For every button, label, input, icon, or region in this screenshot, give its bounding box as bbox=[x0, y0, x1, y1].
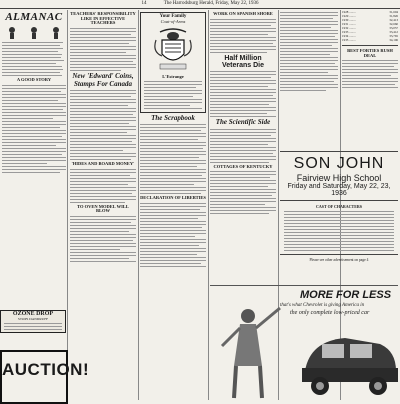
play-title: SON JOHN bbox=[293, 155, 385, 172]
column-rule bbox=[208, 10, 209, 400]
table-row bbox=[342, 38, 398, 42]
table-cell-year: 1929 ........ bbox=[342, 14, 356, 18]
column-3 bbox=[140, 10, 206, 400]
crest-family-name: L'Estrange bbox=[162, 74, 184, 79]
article-body bbox=[210, 19, 276, 53]
play-advertisement bbox=[280, 148, 398, 262]
headline: TEACHERS' RESPONSIBILITY LIKE IN EFFECTIVE TEACHERS bbox=[70, 11, 136, 26]
headline: DECLARATION OF LIBERTIES bbox=[140, 195, 206, 201]
article-body bbox=[70, 216, 136, 262]
play-footer: Please see other advertisement on page 4 bbox=[309, 258, 369, 262]
table-cell-year: 1934 ........ bbox=[342, 34, 356, 38]
ad-headline: MORE FOR LESS bbox=[300, 289, 392, 301]
column-rule bbox=[67, 10, 68, 400]
table-cell-value: 34,106 bbox=[389, 38, 398, 42]
headline: WORK ON SPANISH SHORE bbox=[213, 11, 273, 16]
coat-of-arms-box bbox=[140, 12, 206, 113]
play-venue: Fairview High School bbox=[296, 173, 382, 183]
play-dates: Friday and Saturday, May 22, 23, 1936 bbox=[287, 183, 391, 197]
crest-icon bbox=[152, 26, 194, 72]
headline: COTTAGES OF KENTUCKY bbox=[213, 163, 273, 169]
table-cell-value: 33,412 bbox=[389, 30, 398, 34]
headline: 'HIDES AND BOARD MONEY' bbox=[71, 160, 135, 166]
column-5 bbox=[280, 10, 338, 145]
ad-subline: that's what Chevrolet is giving America in bbox=[280, 303, 365, 308]
table-cell-value: 32,413 bbox=[389, 18, 398, 22]
article-body bbox=[280, 12, 338, 91]
auction-title: AUCTION! bbox=[2, 360, 90, 379]
table-cell-year: 1928 ........ bbox=[342, 10, 356, 14]
article-body bbox=[342, 60, 398, 88]
almanac-title: ALMANAC bbox=[5, 11, 63, 23]
auction-ad bbox=[0, 350, 90, 404]
box-subtitle: Coat-of-Arms bbox=[160, 19, 186, 24]
page-number: 14 bbox=[141, 1, 147, 6]
headline: New 'Edward' Coins, Stamps For Canada bbox=[72, 72, 134, 88]
headline: Half Million Veterans Die bbox=[221, 54, 265, 70]
cast-heading: CAST OF CHARACTERS bbox=[315, 204, 362, 209]
headline: BEST FORTIES RUSH DEAL bbox=[347, 48, 393, 58]
table-cell-year: 1935 ........ bbox=[342, 38, 356, 42]
article-body bbox=[210, 129, 276, 163]
table-cell-year: 1932 ........ bbox=[342, 26, 356, 30]
article-body bbox=[140, 203, 206, 267]
masthead bbox=[0, 0, 400, 9]
newspaper-title-line: The Harrodsburg Herald, Friday, May 22, 1936 bbox=[163, 1, 259, 6]
almanac-figures-icon bbox=[2, 24, 66, 40]
table-cell-value: 33,057 bbox=[389, 26, 398, 30]
headline: TO OVEN MODEL WILL BLOW bbox=[77, 203, 129, 214]
column-2 bbox=[70, 10, 136, 400]
table-cell-year: 1931 ........ bbox=[342, 22, 356, 26]
chevrolet-advertisement bbox=[210, 285, 398, 401]
ozone-drop-ad bbox=[0, 310, 66, 333]
column-4 bbox=[210, 10, 276, 282]
article-body bbox=[70, 90, 136, 160]
box-title: Your Family bbox=[159, 14, 187, 19]
column-1 bbox=[2, 10, 90, 400]
ad-subtitle: STOPS DANDRUFF bbox=[17, 317, 49, 321]
table-cell-value: 31,826 bbox=[389, 14, 398, 18]
article-body bbox=[210, 71, 276, 117]
headline: The Scrapbook bbox=[151, 114, 195, 122]
article-body bbox=[210, 171, 276, 214]
ad-tagline: the only complete low-priced car bbox=[290, 310, 370, 316]
column-headline: A GOOD STORY bbox=[16, 77, 52, 82]
table-cell-value: 31,604 bbox=[389, 10, 398, 14]
almanac-illustration bbox=[2, 24, 66, 40]
ad-title: OZONE DROP bbox=[12, 311, 54, 317]
cast-list bbox=[280, 211, 398, 251]
article-body bbox=[70, 169, 136, 203]
column-rule bbox=[138, 10, 139, 400]
article-body bbox=[70, 28, 136, 71]
table-cell-year: 1930 ........ bbox=[342, 18, 356, 22]
column-6 bbox=[342, 10, 398, 145]
statistics-table bbox=[342, 10, 398, 42]
headline: The Scientific Side bbox=[215, 118, 271, 127]
almanac-entries bbox=[2, 42, 66, 76]
article-body bbox=[2, 85, 66, 173]
table-cell-value: 33,765 bbox=[389, 34, 398, 38]
table-cell-year: 1933 ........ bbox=[342, 30, 356, 34]
table-cell-value: 32,660 bbox=[389, 22, 398, 26]
article-body bbox=[140, 124, 206, 194]
